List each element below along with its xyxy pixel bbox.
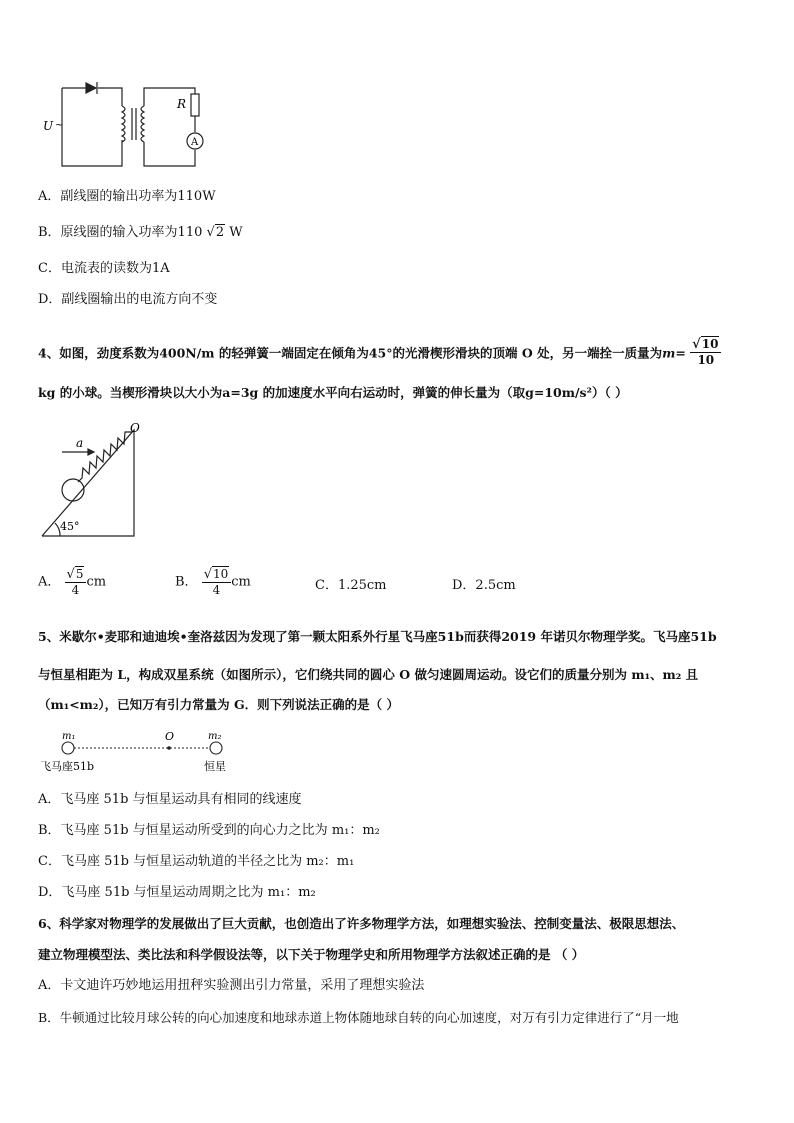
wedge-spring-diagram — [38, 420, 148, 540]
q5-option-b: B．飞马座 51b 与恒星运动所受到的向心力之比为 m₁：m₂ — [38, 823, 380, 838]
q6-stem-line1: 6、科学家对物理学的发展做出了巨大贡献，也创造出了许多物理学方法，如理想实验法、控制变量法、极限思想法、 — [38, 916, 685, 931]
binary-star-diagram — [38, 728, 238, 776]
q4-option-b: B． $\frac{√10}{4}$ cm — [175, 567, 251, 597]
q4-option-a: A． $\frac{√5}{4}$ cm — [38, 567, 107, 597]
q6-stem-line2: 建立物理模型法、类比法和科学假设法等，以下关于物理学史和所用物理学方法叙述正确的是 （ ） — [38, 947, 585, 962]
q4-option-c: C．1.25cm — [315, 578, 387, 593]
star-label: 恒星 — [204, 760, 226, 773]
ammeter-label: A — [191, 137, 199, 148]
q5-option-d: D．飞马座 51b 与恒星运动周期之比为 m₁：m₂ — [38, 885, 316, 900]
q5-stem-line3: （m₁<m₂），已知万有引力常量为 G．则下列说法正确的是（ ） — [38, 697, 400, 712]
center-o-label: O — [165, 730, 175, 743]
q4-option-d: D．2.5cm — [452, 578, 516, 593]
q5-stem-line2: 与恒星相距为 L，构成双星系统（如图所示），它们绕共同的圆心 O 做匀速圆周运动。设它们的质量分别为 m₁、m₂ 且 — [38, 667, 699, 682]
q5-option-a: A．飞马座 51b 与恒星运动具有相同的线速度 — [38, 792, 302, 807]
voltage-label: U — [43, 119, 54, 133]
q5-option-c: C．飞马座 51b 与恒星运动轨道的半径之比为 m₂：m₁ — [38, 854, 355, 869]
point-o-label: O — [130, 421, 140, 435]
q4-stem-line2: kg 的小球。当楔形滑块以大小为a=3g 的加速度水平向右运动时，弹簧的伸长量为（取g=10m/s²）（ ） — [38, 385, 628, 400]
planet-label: 飞马座51b — [40, 760, 95, 773]
svg-text:~: ~ — [55, 120, 64, 131]
m1-label: m₁ — [62, 731, 76, 742]
q3-option-b: B．原线圈的输入功率为110 √2 W — [38, 225, 243, 240]
transformer-circuit-diagram — [40, 78, 220, 170]
q6-option-b: B．牛顿通过比较月球公转的向心加速度和地球赤道上物体随地球自转的向心加速度，对万有引力定律进行了“月一地 — [38, 1010, 679, 1025]
q3-option-d: D．副线圈输出的电流方向不变 — [38, 292, 218, 307]
angle-label: 45° — [60, 520, 80, 533]
q4-stem-line1: 4、如图，劲度系数为400N/m 的轻弹簧一端固定在倾角为45°的光滑楔形滑块的顶端 O 处，另一端拴一质量为m= $\frac{√10}{10}$ — [38, 339, 721, 369]
q3-option-a: A．副线圈的输出功率为110W — [38, 189, 216, 204]
resistor-label: R — [177, 97, 187, 111]
q3-option-c: C．电流表的读数为1A — [38, 261, 170, 276]
accel-label: a — [76, 436, 84, 450]
m2-label: m₂ — [208, 731, 222, 742]
q5-stem-line1: 5、米歇尔•麦耶和迪迪埃•奎洛兹因为发现了第一颗太阳系外行星飞马座51b而获得2019 年诺贝尔物理学奖。飞马座51b — [38, 629, 717, 644]
q6-option-a: A．卡文迪许巧妙地运用扭秤实验测出引力常量，采用了理想实验法 — [38, 978, 425, 993]
